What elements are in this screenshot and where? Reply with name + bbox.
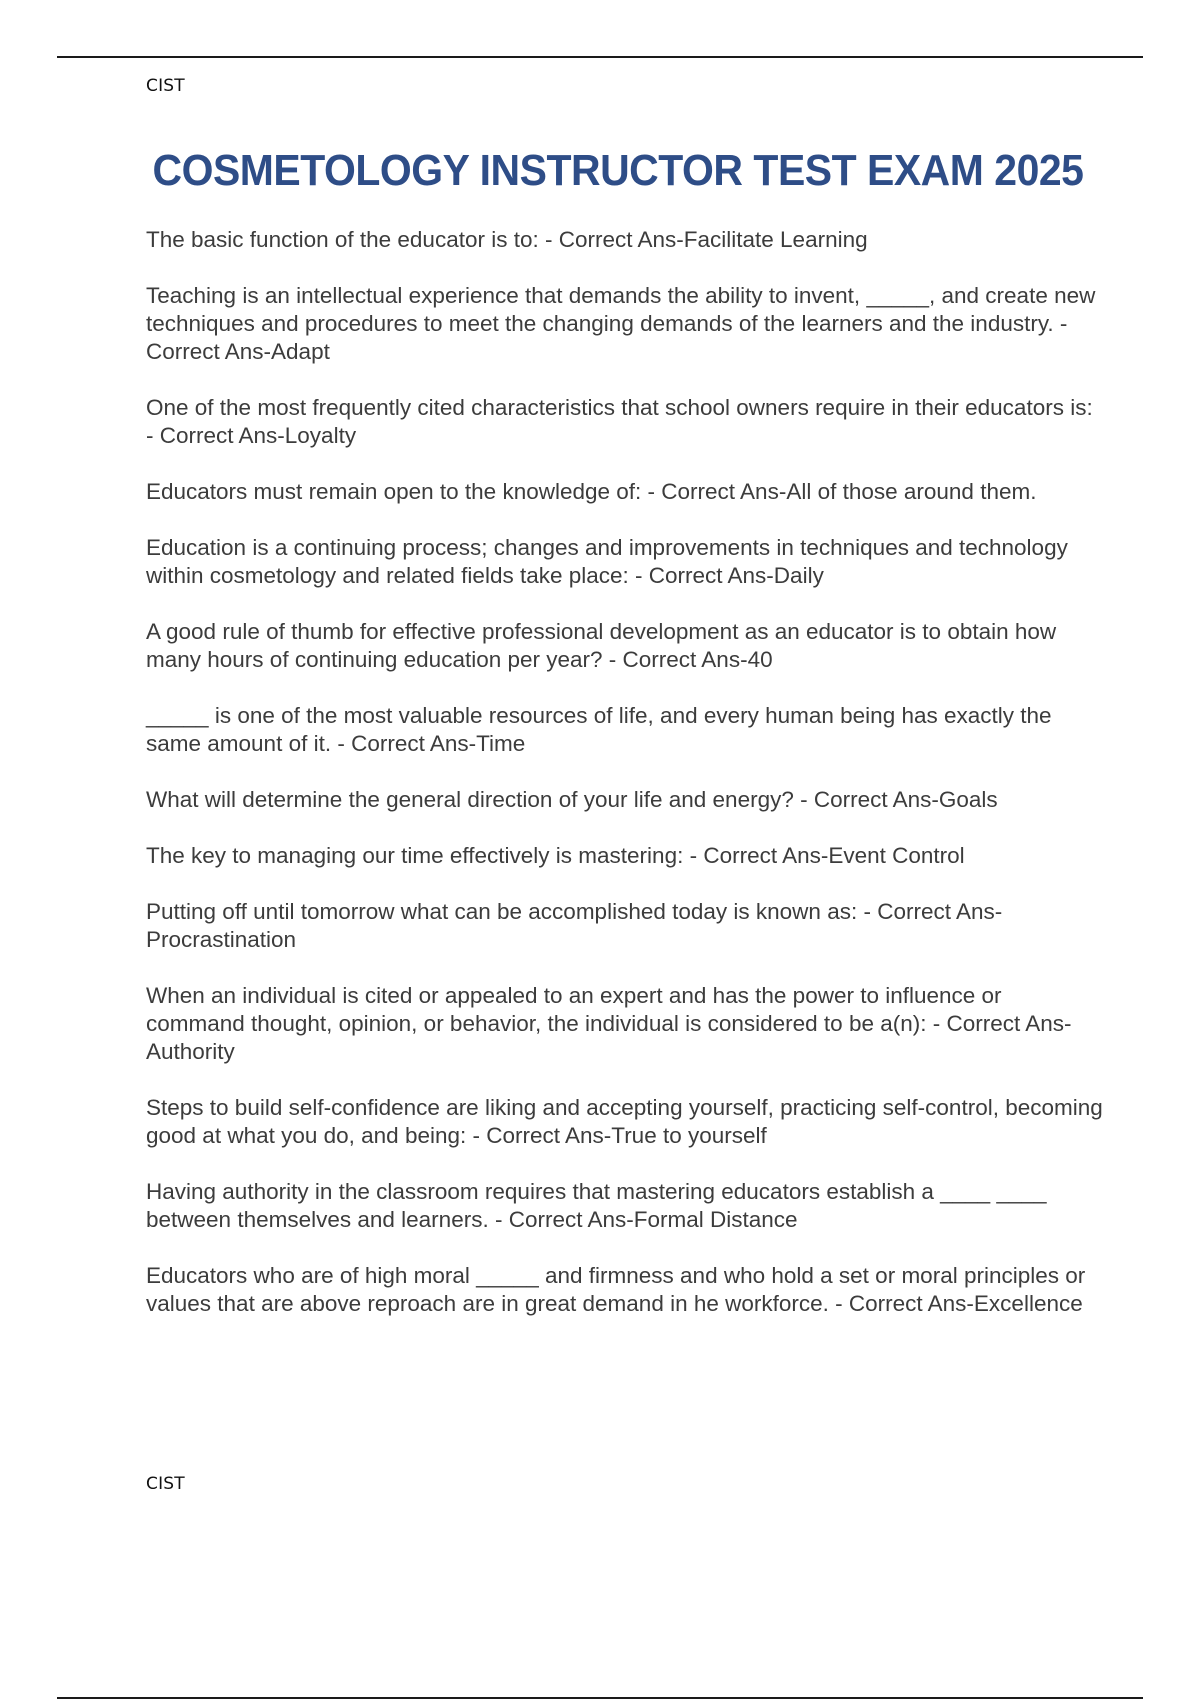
qa-item: Educators must remain open to the knowledge of: - Correct Ans-All of those around them. bbox=[146, 479, 1037, 504]
qa-item: Putting off until tomorrow what can be accomplished today is known as: - Correct Ans-Procrastination bbox=[146, 899, 1003, 952]
qa-item: One of the most frequently cited characteristics that school owners require in their educators is: - Correct Ans-Loyalty bbox=[146, 395, 1093, 448]
qa-item: The basic function of the educator is to: - Correct Ans-Facilitate Learning bbox=[146, 227, 868, 252]
qa-item: What will determine the general direction of your life and energy? - Correct Ans-Goals bbox=[146, 787, 998, 812]
top-rule bbox=[57, 56, 1143, 58]
qa-item: When an individual is cited or appealed to an expert and has the power to influence or command thought, opinion, or behavior, the individual is considered to be a(n): - Correct Ans-Authority bbox=[146, 983, 1072, 1064]
bottom-rule bbox=[57, 1697, 1143, 1699]
qa-item: Education is a continuing process; changes and improvements in techniques and technology within cosmetology and related fields take place: - Correct Ans-Daily bbox=[146, 535, 1068, 588]
qa-item: Educators who are of high moral _____ and firmness and who hold a set or moral principles or values that are above reproach are in great demand in he workforce. - Correct Ans-Excellence bbox=[146, 1263, 1086, 1316]
qa-list bbox=[146, 226, 1106, 1346]
qa-item: A good rule of thumb for effective professional development as an educator is to obtain how many hours of continuing education per year? - Correct Ans-40 bbox=[146, 619, 1057, 672]
qa-item: _____ is one of the most valuable resources of life, and every human being has exactly the same amount of it. - Correct Ans-Time bbox=[146, 703, 1052, 756]
header-label: CIST bbox=[146, 76, 185, 96]
page-title: COSMETOLOGY INSTRUCTOR TEST EXAM 2025 bbox=[152, 146, 1084, 195]
qa-item: Teaching is an intellectual experience that demands the ability to invent, _____, and create new techniques and procedures to meet the changing demands of the learners and the industry. - Correct Ans-Adapt bbox=[146, 283, 1096, 364]
footer-label: CIST bbox=[146, 1474, 185, 1494]
qa-item: Steps to build self-confidence are liking and accepting yourself, practicing self-control, becoming good at what you do, and being: - Correct Ans-True to yourself bbox=[146, 1095, 1103, 1148]
qa-item: The key to managing our time effectively is mastering: - Correct Ans-Event Control bbox=[146, 843, 965, 868]
qa-item: Having authority in the classroom requires that mastering educators establish a ____ ____ between themselves and learners. - Correct Ans-Formal Distance bbox=[146, 1179, 1047, 1232]
